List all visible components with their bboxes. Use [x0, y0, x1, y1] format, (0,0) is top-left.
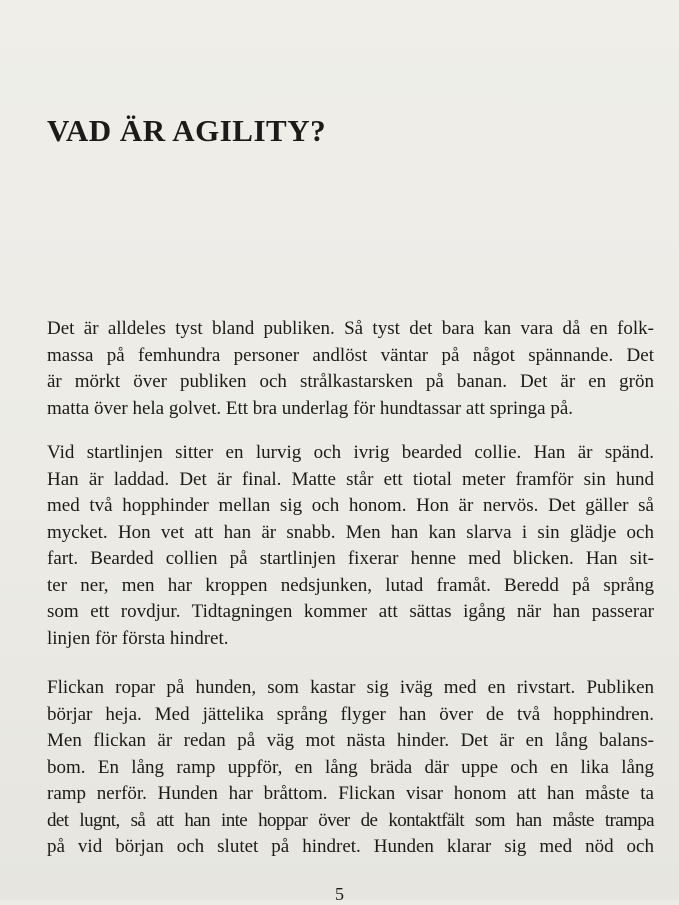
text-line: massa på femhundra personer andlöst väntar på något spännande. Det [47, 344, 654, 366]
text-line: Men flickan är redan på väg mot nästa hinder. Det är en lång balans- [47, 730, 654, 751]
text-line: det lugnt, så att han inte hoppar över de kontaktfält som han måste trampa [47, 809, 654, 831]
paragraph-3 [47, 675, 654, 861]
text-line: fart. Bearded collien på startlinjen fixerar henne med blicken. Han sit- [47, 548, 654, 569]
text-line: ter ner, men har kroppen nedsjunken, lutad framåt. Beredd på språng [47, 574, 654, 596]
text-line: Flickan ropar på hunden, som kastar sig iväg med en rivstart. Publiken [47, 677, 654, 698]
text-line: börjar heja. Med jättelika språng flyger han över de två hopphindren. [47, 703, 654, 725]
text-line: som ett rovdjur. Tidtagningen kommer att sättas igång när han passerar [47, 601, 654, 622]
text-line: linjen för första hindret. [47, 627, 229, 649]
text-line: på vid början och slutet på hindret. Hunden klarar sig med nöd och [47, 836, 654, 857]
show-through-text [55, 0, 675, 310]
text-line: Det är alldeles tyst bland publiken. Så tyst det bara kan vara då en folk- [47, 318, 654, 339]
text-line: bom. En lång ramp uppför, en lång bräda där uppe och en lika lång [47, 756, 654, 778]
page-number: 5 [335, 884, 344, 904]
paragraph-2 [47, 440, 654, 652]
text-line: matta över hela golvet. Ett bra underlag för hundtassar att springa på. [47, 397, 574, 419]
paragraph-1 [47, 316, 654, 422]
text-line: är mörkt över publiken och strålkastarsken på banan. Det är en grön [47, 371, 654, 392]
text-line: Vid startlinjen sitter en lurvig och ivrig bearded collie. Han är spänd. [47, 442, 654, 463]
text-line: ramp nerför. Hunden har bråttom. Flickan visar honom att han måste ta [47, 783, 654, 804]
chapter-title: VAD ÄR AGILITY? [47, 113, 327, 148]
text-line: mycket. Hon vet att han är snabb. Men han kan slarva i sin glädje och [47, 521, 654, 543]
text-line: Han är laddad. Det är final. Matte står ett tiotal meter framför sin hund [47, 468, 654, 490]
text-line: med två hopphinder mellan sig och honom. Hon är nervös. Det gäller så [47, 495, 654, 516]
